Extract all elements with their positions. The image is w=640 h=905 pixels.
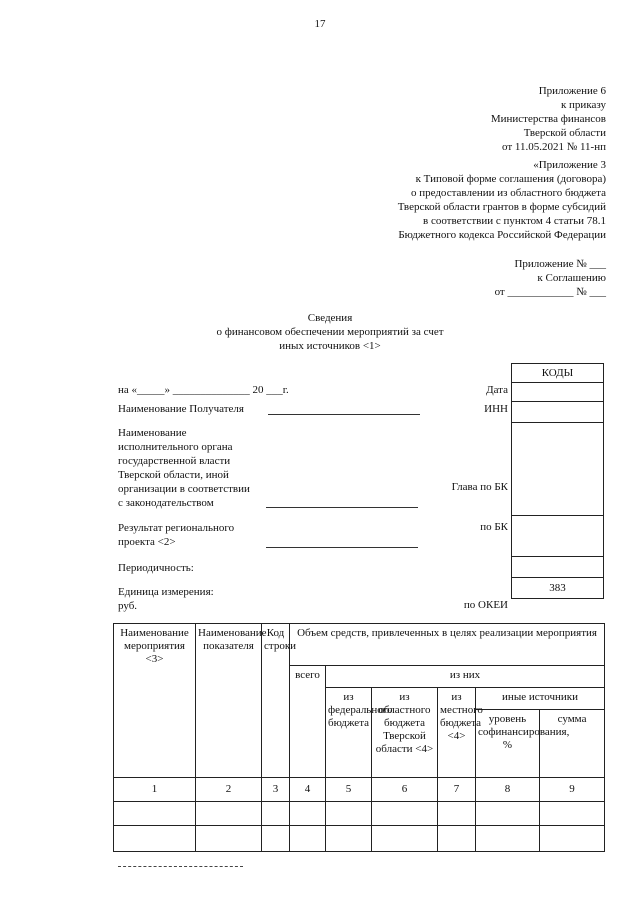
appendix-6-line: Тверской области <box>523 127 606 139</box>
appendix-3-line: Бюджетного кодекса Российской Федерации <box>398 229 606 241</box>
header-indicator: Наименование показателя <box>196 624 262 778</box>
title-line: иных источников <1> <box>279 340 381 352</box>
result-label <box>118 521 234 549</box>
header-regional: из областного бюджета Тверской области <4> <box>372 688 438 778</box>
column-number: 4 <box>290 778 326 802</box>
unit-line: руб. <box>118 600 138 612</box>
header-cofinancing-level: уровень софинансирования, % <box>476 710 540 778</box>
table-cell[interactable] <box>476 826 540 852</box>
appendix-3-line: о предоставлении из областного бюджета <box>410 187 606 199</box>
table-row <box>114 826 605 852</box>
appendix-6-line: Приложение 6 <box>538 85 606 97</box>
document-title <box>200 311 460 353</box>
appendix-3-line: «Приложение 3 <box>533 159 606 171</box>
table-cell[interactable] <box>114 826 196 852</box>
table-cell[interactable] <box>114 802 196 826</box>
header-of-them: из них <box>326 666 605 688</box>
code-glava-bk-cell[interactable] <box>512 423 604 516</box>
date-line: на «_____» ______________ 20 ___г. <box>118 384 289 396</box>
table-cell[interactable] <box>290 826 326 852</box>
header-sum: сумма <box>540 710 605 778</box>
funding-table <box>113 623 605 852</box>
appendix-3-line: к Типовой форме соглашения (договора) <box>415 173 606 185</box>
column-number: 5 <box>326 778 372 802</box>
table-row <box>114 802 605 826</box>
header-other-sources: иные источники <box>476 688 605 710</box>
table-cell[interactable] <box>196 826 262 852</box>
header-row-code: Код строки <box>262 624 290 778</box>
unit-label <box>118 585 214 613</box>
executive-field[interactable] <box>266 494 418 508</box>
agreement-line: от ____________ № ___ <box>494 286 606 298</box>
result-field[interactable] <box>266 534 418 548</box>
table-cell[interactable] <box>290 802 326 826</box>
header-total: всего <box>290 666 326 778</box>
code-inn-cell[interactable] <box>512 402 604 423</box>
column-number: 6 <box>372 778 438 802</box>
title-line: о финансовом обеспечении мероприятий за счет <box>216 326 444 338</box>
okei-label: по ОКЕИ <box>463 599 508 611</box>
codes-header: КОДЫ <box>512 364 604 383</box>
executive-line: организации в соответствии <box>118 483 250 495</box>
agreement-line: Приложение № ___ <box>514 258 606 270</box>
result-line: проекта <2> <box>118 536 176 548</box>
column-number: 9 <box>540 778 605 802</box>
codes-table <box>511 363 604 599</box>
code-date-cell[interactable] <box>512 383 604 402</box>
appendix-6-line: Министерства финансов <box>490 113 606 125</box>
executive-line: Наименование <box>118 427 187 439</box>
executive-label <box>118 426 250 510</box>
table-cell[interactable] <box>372 826 438 852</box>
date-label: Дата <box>486 384 508 396</box>
agreement-block <box>495 257 606 299</box>
table-cell[interactable] <box>262 802 290 826</box>
code-bk-cell[interactable] <box>512 516 604 557</box>
executive-line: государственной власти <box>118 455 231 467</box>
title-line: Сведения <box>307 312 353 324</box>
appendix-3-line: в соответствии с пунктом 4 статьи 78.1 <box>423 215 606 227</box>
code-okei-cell: 383 <box>512 578 604 599</box>
table-cell[interactable] <box>540 826 605 852</box>
glava-bk-label: Глава по БК <box>451 481 508 493</box>
appendix-3-block <box>398 158 606 242</box>
po-bk-label: по БК <box>480 521 508 533</box>
table-cell[interactable] <box>196 802 262 826</box>
table-cell[interactable] <box>262 826 290 852</box>
executive-line: исполнительного органа <box>118 441 233 453</box>
column-number: 2 <box>196 778 262 802</box>
table-cell[interactable] <box>326 826 372 852</box>
header-federal: из федерального бюджета <box>326 688 372 778</box>
footnote-separator <box>118 866 243 867</box>
column-number: 7 <box>438 778 476 802</box>
recipient-field[interactable] <box>268 401 420 415</box>
executive-line: с законодательством <box>118 497 214 509</box>
executive-line: Тверской области, иной <box>118 469 229 481</box>
header-volume: Объем средств, привлеченных в целях реализации мероприятия <box>290 624 605 666</box>
appendix-6-block <box>491 84 606 154</box>
table-cell[interactable] <box>476 802 540 826</box>
appendix-3-line: Тверской области грантов в форме субсидий <box>397 201 606 213</box>
table-cell[interactable] <box>438 826 476 852</box>
recipient-label: Наименование Получателя <box>118 403 244 415</box>
column-number: 8 <box>476 778 540 802</box>
table-cell[interactable] <box>326 802 372 826</box>
code-periodicity-cell[interactable] <box>512 557 604 578</box>
inn-label: ИНН <box>484 403 508 415</box>
table-cell[interactable] <box>540 802 605 826</box>
column-number: 1 <box>114 778 196 802</box>
table-cell[interactable] <box>372 802 438 826</box>
agreement-line: к Соглашению <box>537 272 606 284</box>
unit-line: Единица измерения: <box>118 586 214 598</box>
table-cell[interactable] <box>438 802 476 826</box>
column-number: 3 <box>262 778 290 802</box>
page-number: 17 <box>314 18 326 30</box>
result-line: Результат регионального <box>118 522 235 534</box>
header-event: Наименование мероприятия <3> <box>114 624 196 778</box>
appendix-6-line: от 11.05.2021 № 11-нп <box>501 141 606 153</box>
appendix-6-line: к приказу <box>560 99 606 111</box>
header-local: из местного бюджета <4> <box>438 688 476 778</box>
periodicity-label: Периодичность: <box>118 562 194 574</box>
